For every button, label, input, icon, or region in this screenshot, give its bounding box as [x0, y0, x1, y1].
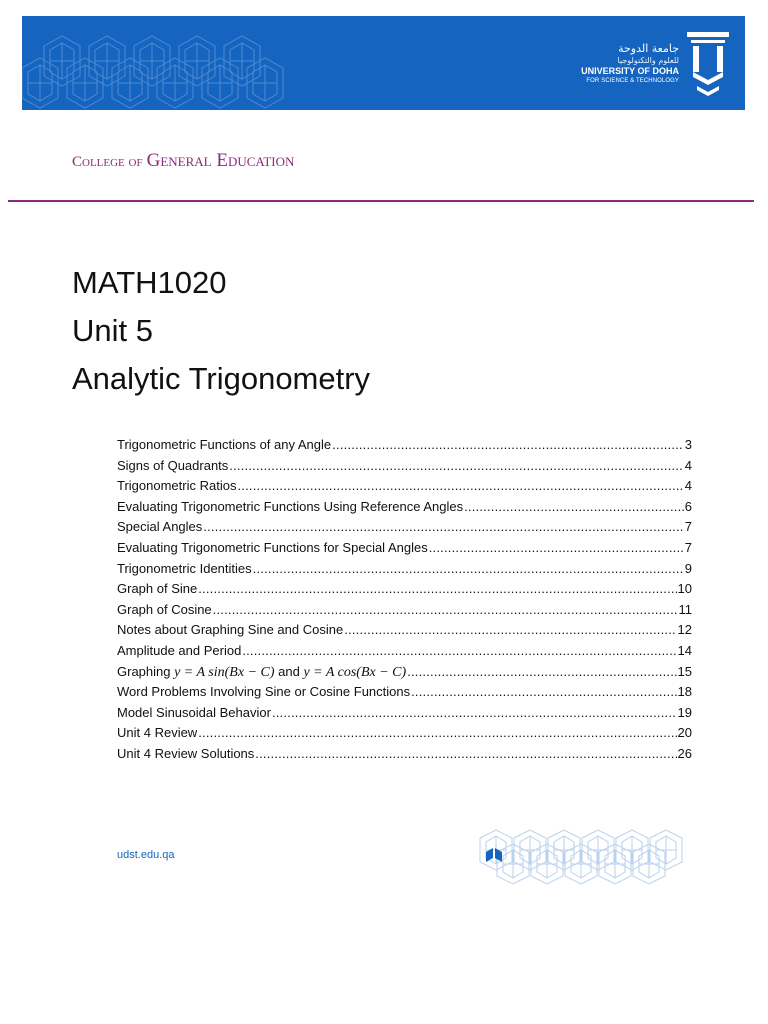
toc-page: 6 — [684, 498, 692, 514]
unit-title: Unit 5 — [72, 313, 153, 348]
toc-title: Trigonometric Functions of any Angle — [117, 437, 332, 452]
toc-entry[interactable] — [117, 705, 692, 726]
university-logo — [581, 30, 731, 96]
toc-entry[interactable] — [117, 519, 692, 540]
footer-pattern-icon — [476, 826, 691, 886]
toc-page: 10 — [677, 581, 692, 597]
college-prefix: College of — [72, 154, 143, 170]
toc-entry[interactable] — [117, 622, 692, 643]
toc-title: Signs of Quadrants — [117, 457, 229, 473]
toc-title-mid: and — [274, 663, 304, 679]
toc-entry[interactable] — [117, 561, 692, 582]
toc-entry[interactable] — [117, 643, 692, 664]
logo-english-sub: FOR SCIENCE & TECHNOLOGY — [586, 77, 679, 84]
toc-page: 7 — [684, 519, 692, 535]
toc-page: 26 — [677, 745, 692, 761]
toc-entry[interactable] — [117, 458, 692, 479]
toc-title-prefix: Graphing — [117, 663, 175, 679]
toc-title: Evaluating Trigonometric Functions Using Reference Angles — [117, 498, 464, 514]
website-link[interactable]: udst.edu.qa — [117, 849, 175, 861]
toc-page: 12 — [677, 622, 692, 638]
toc-title: Trigonometric Identities — [117, 560, 252, 576]
toc-entry[interactable] — [117, 437, 692, 458]
toc-page: 9 — [684, 560, 692, 576]
logo-arabic-sub: للعلوم والتكنولوجيا — [617, 55, 679, 65]
toc-title: Word Problems Involving Sine or Cosine Functions — [117, 684, 411, 700]
university-emblem-icon — [685, 30, 731, 96]
toc-entry[interactable] — [117, 540, 692, 561]
toc-title: Model Sinusoidal Behavior — [117, 704, 271, 720]
header-divider — [8, 200, 754, 202]
logo-english-name: UNIVERSITY OF DOHA — [581, 65, 679, 76]
toc-title: Unit 4 Review — [117, 725, 198, 741]
header-banner — [22, 16, 745, 110]
equation-sine: y = A sin(Bx − C) — [174, 664, 275, 680]
toc-title: Unit 4 Review Solutions — [117, 745, 255, 761]
logo-arabic-name: جامعة الدوحة — [618, 41, 679, 55]
toc-page: 4 — [684, 478, 692, 494]
toc-entry[interactable] — [117, 602, 692, 623]
toc-entry[interactable] — [117, 725, 692, 746]
toc-page: 11 — [678, 601, 692, 617]
toc-page: 15 — [677, 663, 692, 679]
college-heading — [72, 150, 294, 172]
course-code: MATH1020 — [72, 265, 227, 300]
toc-page: 7 — [684, 539, 692, 555]
toc-title: Graph of Sine — [117, 581, 198, 597]
equation-cosine: y = A cos(Bx − C) — [303, 664, 407, 680]
toc-title — [117, 664, 406, 681]
toc-title: Special Angles — [117, 519, 203, 535]
geometric-pattern-icon — [22, 16, 292, 110]
toc-title: Amplitude and Period — [117, 642, 242, 658]
topic-title: Analytic Trigonometry — [72, 361, 371, 396]
toc-page: 18 — [677, 684, 692, 700]
toc-entry[interactable] — [117, 746, 692, 767]
college-name: General Education — [146, 150, 295, 171]
toc-entry[interactable] — [117, 478, 692, 499]
toc-title: Trigonometric Ratios — [117, 478, 237, 494]
toc-page: 4 — [684, 457, 692, 473]
toc-entry[interactable] — [117, 581, 692, 602]
toc-entry[interactable] — [117, 499, 692, 520]
toc-page: 3 — [684, 437, 692, 452]
toc-title: Graph of Cosine — [117, 601, 212, 617]
toc-entry[interactable] — [117, 664, 692, 685]
toc-title: Notes about Graphing Sine and Cosine — [117, 622, 344, 638]
table-of-contents — [117, 437, 692, 767]
toc-page: 19 — [677, 704, 692, 720]
toc-page: 20 — [677, 725, 692, 741]
toc-title: Evaluating Trigonometric Functions for Special Angles — [117, 539, 428, 555]
toc-entry[interactable] — [117, 684, 692, 705]
toc-page: 14 — [677, 642, 692, 658]
